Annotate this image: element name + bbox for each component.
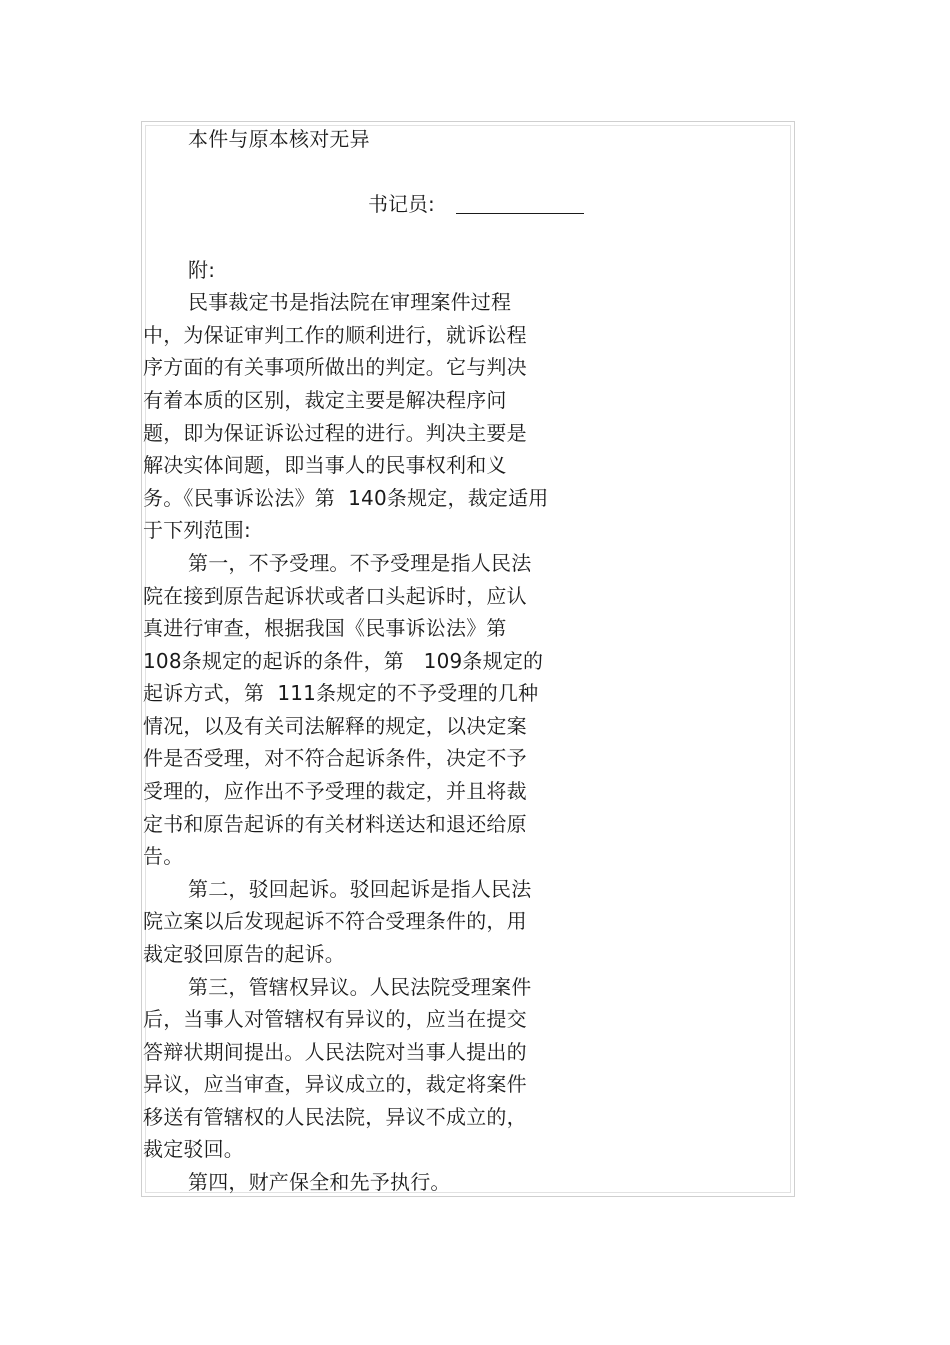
paragraph-line: 答辩状期间提出。人民法院对当事人提出的 bbox=[143, 1040, 527, 1064]
paragraph-line: 第二，驳回起诉。驳回起诉是指人民法 bbox=[188, 877, 532, 901]
paragraph-line: 告。 bbox=[143, 844, 184, 868]
paragraph-line: 序方面的有关事项所做出的判定。它与判决 bbox=[143, 355, 527, 379]
paragraph-line: 定书和原告起诉的有关材料送达和退还给原 bbox=[143, 812, 527, 836]
paragraph-line: 108条规定的起诉的条件，第 109条规定的 bbox=[143, 649, 544, 673]
clerk-signature-line bbox=[456, 213, 584, 214]
paragraph-line: 起诉方式，第 111条规定的不予受理的几种 bbox=[143, 681, 539, 705]
paragraph-line: 务。《民事诉讼法》第 140条规定，裁定适用 bbox=[143, 486, 549, 510]
paragraph-line: 民事裁定书是指法院在审理案件过程 bbox=[188, 290, 512, 314]
paragraph-line: 解决实体间题，即当事人的民事权利和义 bbox=[143, 453, 507, 477]
paragraph-line: 受理的，应作出不予受理的裁定，并且将裁 bbox=[143, 779, 527, 803]
paragraph-line: 移送有管辖权的人民法院，异议不成立的， bbox=[143, 1105, 527, 1129]
paragraph-line: 于下列范围: bbox=[143, 518, 251, 542]
paragraph-line: 第一，不予受理。不予受理是指人民法 bbox=[188, 551, 532, 575]
certification-text: 本件与原本核对无异 bbox=[188, 127, 370, 151]
paragraph-line: 后，当事人对管辖权有异议的，应当在提交 bbox=[143, 1007, 527, 1031]
paragraph-line: 情况，以及有关司法解释的规定，以决定案 bbox=[143, 714, 527, 738]
clerk-label: 书记员: bbox=[368, 192, 435, 216]
paragraph-line: 裁定驳回。 bbox=[143, 1137, 244, 1161]
paragraph-line: 题，即为保证诉讼过程的进行。判决主要是 bbox=[143, 421, 527, 445]
paragraph-line: 院在接到原告起诉状或者口头起诉时，应认 bbox=[143, 584, 527, 608]
paragraph-line: 院立案以后发现起诉不符合受理条件的，用 bbox=[143, 909, 527, 933]
paragraph-line: 异议，应当审查，异议成立的，裁定将案件 bbox=[143, 1072, 527, 1096]
paragraph-line: 有着本质的区别，裁定主要是解决程序问 bbox=[143, 388, 507, 412]
paragraph-line: 中，为保证审判工作的顺利进行，就诉讼程 bbox=[143, 323, 527, 347]
paragraph-line: 第三，管辖权异议。人民法院受理案件 bbox=[188, 975, 532, 999]
paragraph-line: 第四，财产保全和先予执行。 bbox=[188, 1170, 451, 1194]
paragraph-line: 真进行审查，根据我国《民事诉讼法》第 bbox=[143, 616, 507, 640]
appendix-label: 附: bbox=[188, 258, 216, 282]
paragraph-line: 件是否受理，对不符合起诉条件，决定不予 bbox=[143, 746, 527, 770]
paragraph-line: 裁定驳回原告的起诉。 bbox=[143, 942, 345, 966]
